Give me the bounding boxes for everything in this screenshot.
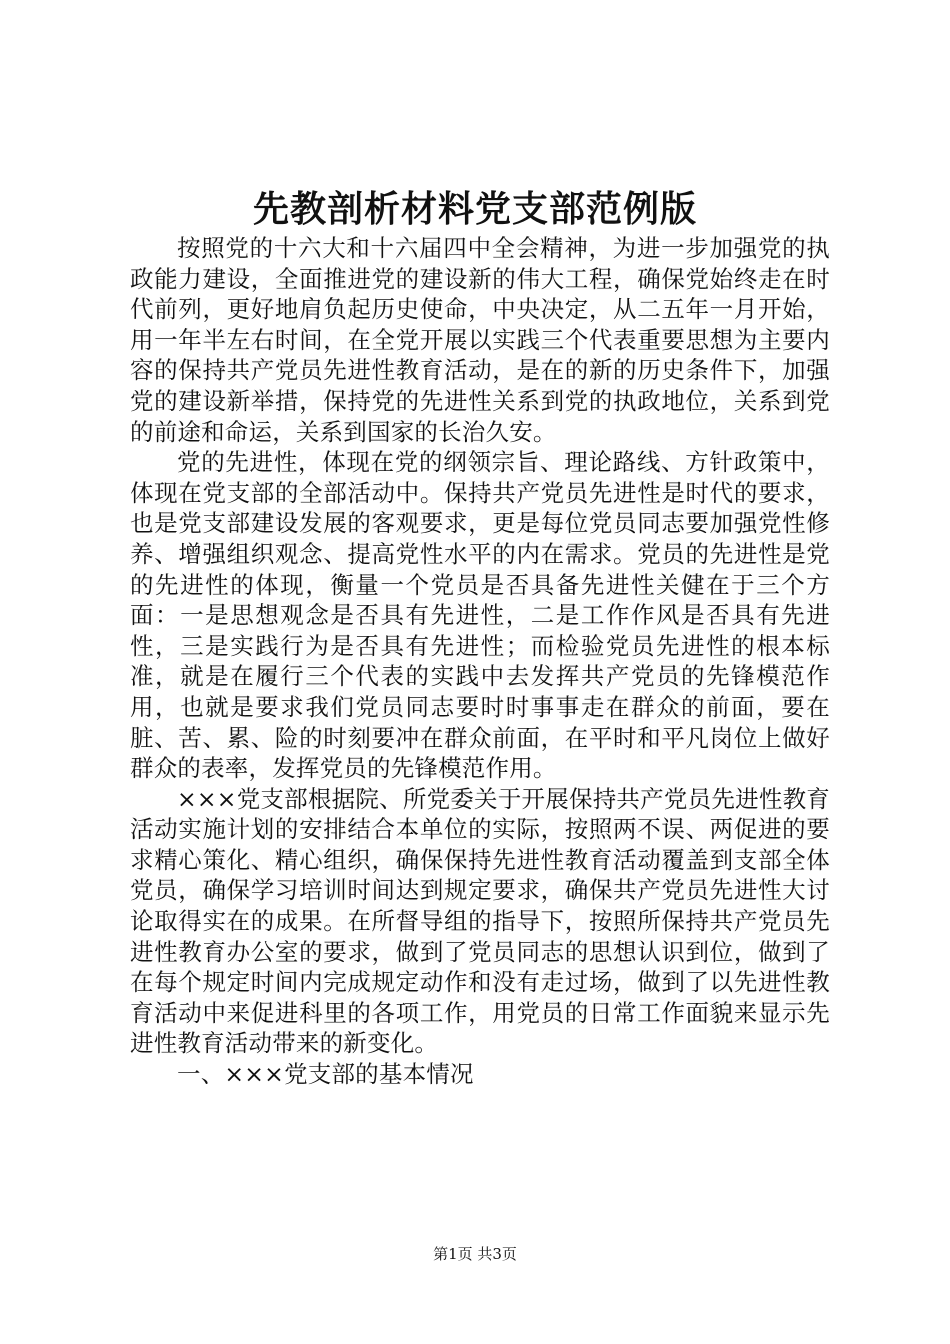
paragraph-3: ×××党支部根据院、所党委关于开展保持共产党员先进性教育活动实施计划的安排结合本单位的实际，按照两不误、两促进的要求精心策化、精心组织，确保保持先进性教育活动覆盖到支部全体党员，确保学习培训时间达到规定要求，确保共产党员先进性大讨论取得实在的成果。在所督导组的指导下，按照所保持共产党员先进性教育办公室的要求，做到了党员同志的思想认识到位，做到了在每个规定时间内完成规定动作和没有走过场，做到了以先进性教育活动中来促进科里的各项工作，用党员的日常工作面貌来显示先进性教育活动带来的新变化。	[130, 784, 830, 1058]
page-number-footer: 第1页 共3页	[433, 1245, 517, 1263]
document-body	[130, 233, 830, 1090]
paragraph-1: 按照党的十六大和十六届四中全会精神，为进一步加强党的执政能力建设，全面推进党的建设新的伟大工程，确保党始终走在时代前列，更好地肩负起历史使命，中央决定，从二五年一月开始，用一年半左右时间，在全党开展以实践三个代表重要思想为主要内容的保持共产党员先进性教育活动，是在的新的历史条件下，加强党的建设新举措，保持党的先进性关系到党的执政地位，关系到党的前途和命运，关系到国家的长治久安。	[130, 234, 830, 446]
section-heading-1: 一、×××党支部的基本情况	[177, 1060, 474, 1089]
paragraph-2: 党的先进性，体现在党的纲领宗旨、理论路线、方针政策中，体现在党支部的全部活动中。保持共产党员先进性是时代的要求，也是党支部建设发展的客观要求，更是每位党员同志要加强党性修养、增强组织观念、提高党性水平的内在需求。党员的先进性是党的先进性的体现，衡量一个党员是否具备先进性关健在于三个方面：一是思想观念是否具有先进性，二是工作作风是否具有先进性，三是实践行为是否具有先进性；而检验党员先进性的根本标准，就是在履行三个代表的实践中去发挥共产党员的先锋模范作用，也就是要求我们党员同志要时时事事走在群众的前面，要在脏、苦、累、险的时刻要冲在群众前面，在平时和平凡岗位上做好群众的表率，发挥党员的先锋模范作用。	[130, 448, 830, 783]
document-title: 先教剖析材料党支部范例版	[252, 188, 697, 230]
